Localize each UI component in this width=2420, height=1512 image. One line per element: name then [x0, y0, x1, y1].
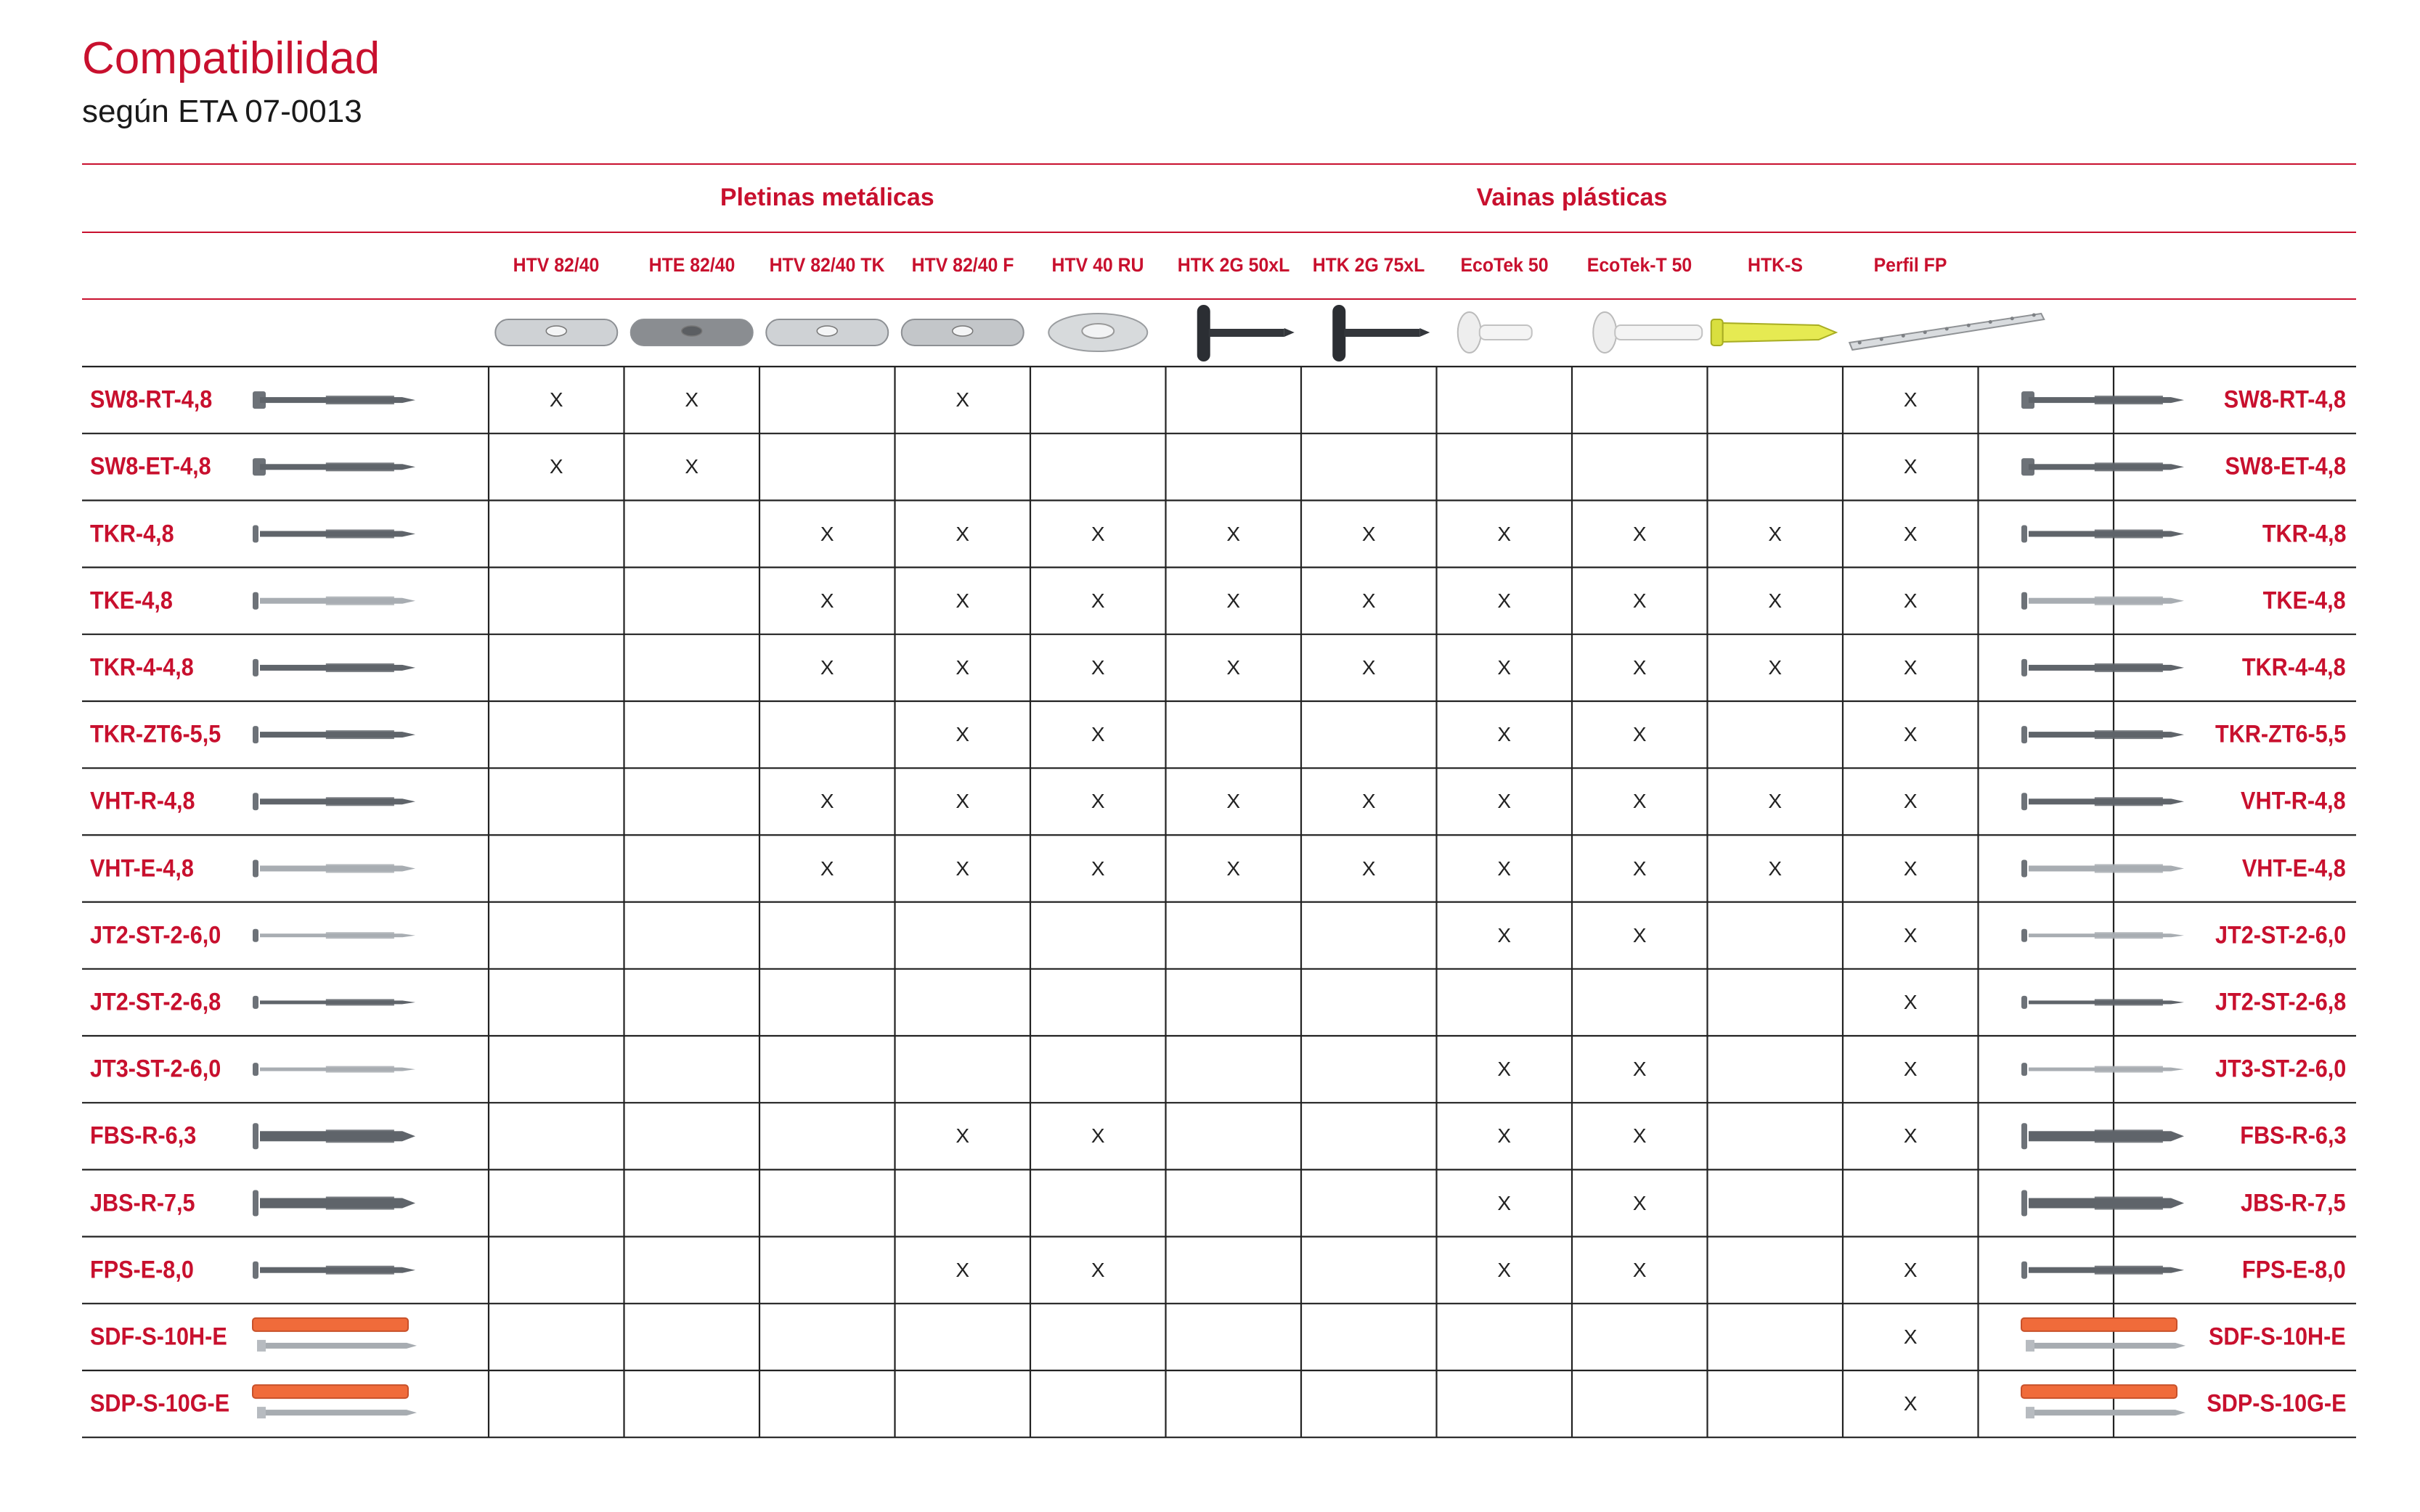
row-label-left: JBS-R-7,5 — [90, 1189, 195, 1217]
compatibility-mark: X — [1903, 790, 1918, 813]
compatibility-mark: X — [1497, 790, 1512, 813]
compatibility-mark: X — [1768, 790, 1783, 813]
row-label-right: TKR-4,8 — [2262, 520, 2346, 547]
compatibility-mark: X — [1903, 388, 1918, 412]
row-label-left: SW8-ET-4,8 — [90, 452, 211, 481]
column-header: HTV 82/40 F — [911, 254, 1014, 276]
row-label-left: JT2-ST-2-6,8 — [90, 988, 221, 1016]
screw-pointed-light-icon — [2021, 860, 2184, 878]
row-label-left: FBS-R-6,3 — [90, 1121, 197, 1150]
compatibility-mark: X — [1091, 790, 1105, 813]
column-header: HTV 82/40 — [513, 254, 600, 276]
row-label-left: TKR-4,8 — [90, 520, 174, 547]
washer-ribbed-icon — [902, 319, 1024, 346]
column-header: HTV 82/40 TK — [769, 254, 885, 276]
column-header: EcoTek-T 50 — [1587, 254, 1692, 276]
screw-concrete-icon — [2021, 1123, 2184, 1149]
group-label: Vainas plásticas — [1476, 184, 1668, 211]
row-label-right: SW8-RT-4,8 — [2223, 385, 2346, 414]
plug-orange-icon — [2021, 1318, 2185, 1352]
compatibility-mark: X — [1903, 723, 1918, 746]
compatibility-mark: X — [1091, 655, 1105, 679]
compatibility-mark: X — [1361, 522, 1376, 545]
compatibility-mark: X — [820, 655, 834, 679]
plug-orange-icon — [253, 1385, 417, 1418]
compatibility-mark: X — [1632, 589, 1647, 612]
compatibility-mark: X — [1091, 522, 1105, 545]
column-header: HTV 40 RU — [1051, 254, 1144, 276]
row-label-right: SW8-ET-4,8 — [2225, 452, 2346, 481]
row-label-left: VHT-E-4,8 — [90, 854, 194, 882]
compatibility-mark: X — [1768, 522, 1783, 545]
compatibility-mark: X — [1632, 655, 1647, 679]
row-label-left: JT2-ST-2-6,0 — [90, 921, 221, 949]
compatibility-mark: X — [1632, 857, 1647, 880]
plug-orange-icon — [253, 1318, 417, 1352]
compatibility-mark: X — [1361, 655, 1376, 679]
compatibility-mark: X — [1497, 1258, 1512, 1281]
profile-rail-icon — [1849, 314, 2044, 351]
compatibility-mark: X — [820, 790, 834, 813]
row-label-right: TKR-4-4,8 — [2242, 653, 2346, 682]
screw-concrete-icon — [2021, 1190, 2184, 1217]
row-label-right: FBS-R-6,3 — [2239, 1121, 2346, 1150]
compatibility-mark: X — [1903, 1325, 1918, 1348]
screw-pointed-icon — [2021, 793, 2184, 810]
compatibility-mark: X — [956, 723, 970, 746]
washer-dark-icon — [631, 319, 753, 346]
sleeve-white-icon — [1458, 312, 1532, 353]
screw-dark-icon — [253, 526, 415, 543]
row-label-left: SDP-S-10G-E — [90, 1389, 230, 1418]
screw-pointed-icon — [253, 793, 415, 810]
row-label-left: FPS-E-8,0 — [90, 1256, 194, 1284]
screw-thin-icon — [253, 929, 415, 942]
row-label-left: SDF-S-10H-E — [90, 1323, 227, 1351]
compatibility-mark: X — [1632, 923, 1647, 947]
compatibility-mark: X — [956, 589, 970, 612]
compatibility-mark: X — [956, 655, 970, 679]
screw-dark-icon — [253, 726, 415, 743]
row-label-left: JT3-ST-2-6,0 — [90, 1055, 221, 1083]
compatibility-mark: X — [1497, 1124, 1512, 1148]
washer-flat-icon — [766, 319, 888, 346]
column-header: HTK-S — [1747, 254, 1803, 276]
screw-pointed-light-icon — [253, 860, 415, 878]
compatibility-mark: X — [956, 857, 970, 880]
compatibility-mark: X — [1632, 1124, 1647, 1148]
compatibility-mark: X — [685, 388, 699, 412]
compatibility-mark: X — [1903, 455, 1918, 478]
compatibility-mark: X — [549, 455, 563, 478]
compatibility-mark: X — [956, 1258, 970, 1281]
washer-round-icon — [1048, 314, 1147, 351]
row-label-right: FPS-E-8,0 — [2242, 1256, 2346, 1284]
row-label-right: SDF-S-10H-E — [2209, 1323, 2346, 1351]
compatibility-mark: X — [1497, 923, 1512, 947]
sleeve-black-icon — [1332, 305, 1430, 361]
screw-coarse-icon — [2021, 1262, 2184, 1279]
compatibility-mark: X — [685, 455, 699, 478]
column-header: HTK 2G 50xL — [1177, 254, 1290, 276]
compatibility-mark: X — [1091, 723, 1105, 746]
compatibility-mark: X — [1361, 857, 1376, 880]
compatibility-mark: X — [1226, 522, 1241, 545]
compatibility-mark: X — [1497, 857, 1512, 880]
compatibility-mark: X — [1226, 655, 1241, 679]
screw-thin-dark-icon — [2021, 996, 2184, 1009]
screw-concrete-icon — [253, 1190, 415, 1217]
screw-concrete-icon — [253, 1123, 415, 1149]
row-label-right: JT3-ST-2-6,0 — [2215, 1055, 2346, 1083]
compatibility-mark: X — [1903, 1258, 1918, 1281]
screw-coarse-icon — [253, 1262, 415, 1279]
compatibility-mark: X — [1091, 1124, 1105, 1148]
compatibility-mark: X — [1091, 589, 1105, 612]
row-label-right: VHT-R-4,8 — [2241, 787, 2346, 815]
compatibility-mark: X — [1226, 857, 1241, 880]
row-label-right: TKE-4,8 — [2263, 587, 2346, 615]
row-label-left: VHT-R-4,8 — [90, 787, 195, 815]
sleeve-white-long-icon — [1593, 312, 1702, 353]
compatibility-mark: X — [1903, 923, 1918, 947]
compatibility-mark: X — [1903, 990, 1918, 1013]
compatibility-mark: X — [1361, 589, 1376, 612]
column-header: Perfil FP — [1873, 254, 1947, 276]
row-label-left: TKR-4-4,8 — [90, 653, 194, 682]
compatibility-mark: X — [1497, 1058, 1512, 1081]
screw-dark-icon — [2021, 726, 2184, 743]
compatibility-mark: X — [820, 522, 834, 545]
screw-hex-icon — [253, 458, 415, 475]
screw-thin-icon — [2021, 1063, 2184, 1076]
screw-thin-icon — [253, 1063, 415, 1076]
row-label-right: JT2-ST-2-6,0 — [2215, 921, 2346, 949]
group-label: Pletinas metálicas — [720, 184, 934, 211]
compatibility-mark: X — [1226, 790, 1241, 813]
column-header: HTK 2G 75xL — [1312, 254, 1425, 276]
washer-flat-icon — [495, 319, 617, 346]
compatibility-mark: X — [1903, 1058, 1918, 1081]
row-label-right: VHT-E-4,8 — [2242, 854, 2346, 882]
compatibility-mark: X — [1903, 1124, 1918, 1148]
page-title: Compatibilidad — [82, 33, 380, 83]
screw-hex-icon — [253, 391, 415, 409]
compatibility-mark: X — [1497, 655, 1512, 679]
row-label-right: SDP-S-10G-E — [2206, 1389, 2346, 1418]
compatibility-mark: X — [1091, 1258, 1105, 1281]
row-label-left: SW8-RT-4,8 — [90, 385, 213, 414]
screw-light-icon — [253, 592, 415, 610]
row-label-left: TKR-ZT6-5,5 — [90, 720, 221, 748]
screw-light-icon — [2021, 592, 2184, 610]
screw-hex-icon — [2021, 458, 2184, 475]
compatibility-mark: X — [1903, 522, 1918, 545]
compatibility-mark: X — [1632, 1191, 1647, 1214]
compatibility-mark: X — [1903, 1392, 1918, 1415]
compatibility-mark: X — [1226, 589, 1241, 612]
column-header: HTE 82/40 — [648, 254, 736, 276]
row-label-right: TKR-ZT6-5,5 — [2215, 720, 2346, 748]
compatibility-mark: X — [1903, 857, 1918, 880]
compatibility-mark: X — [1903, 589, 1918, 612]
column-header: EcoTek 50 — [1460, 254, 1549, 276]
sleeve-yellow-icon — [1711, 319, 1836, 346]
compatibility-mark: X — [1903, 655, 1918, 679]
compatibility-mark: X — [1768, 857, 1783, 880]
compatibility-mark: X — [1497, 1191, 1512, 1214]
compatibility-mark: X — [1361, 790, 1376, 813]
row-label-left: TKE-4,8 — [90, 587, 173, 615]
compatibility-mark: X — [1768, 655, 1783, 679]
compatibility-mark: X — [1632, 790, 1647, 813]
screw-dark-icon — [253, 659, 415, 677]
compatibility-mark: X — [1497, 589, 1512, 612]
screw-dark-icon — [2021, 526, 2184, 543]
plug-orange-icon — [2021, 1385, 2185, 1418]
compatibility-mark: X — [1632, 1058, 1647, 1081]
compatibility-mark: X — [956, 790, 970, 813]
compatibility-mark: X — [1632, 1258, 1647, 1281]
compatibility-mark: X — [1497, 723, 1512, 746]
compatibility-mark: X — [956, 522, 970, 545]
compatibility-mark: X — [1768, 589, 1783, 612]
screw-thin-dark-icon — [253, 996, 415, 1009]
screw-thin-icon — [2021, 929, 2184, 942]
compatibility-mark: X — [956, 388, 970, 412]
compatibility-mark: X — [1632, 723, 1647, 746]
row-label-right: JBS-R-7,5 — [2241, 1189, 2346, 1217]
page-subtitle: según ETA 07-0013 — [82, 94, 362, 129]
screw-hex-icon — [2021, 391, 2184, 409]
compatibility-mark: X — [820, 857, 834, 880]
row-label-right: JT2-ST-2-6,8 — [2215, 988, 2346, 1016]
sleeve-black-icon — [1197, 305, 1295, 361]
compatibility-mark: X — [1497, 522, 1512, 545]
compatibility-mark: X — [1091, 857, 1105, 880]
compatibility-mark: X — [820, 589, 834, 612]
screw-dark-icon — [2021, 659, 2184, 677]
compatibility-mark: X — [1632, 522, 1647, 545]
compatibility-mark: X — [549, 388, 563, 412]
compatibility-mark: X — [956, 1124, 970, 1148]
